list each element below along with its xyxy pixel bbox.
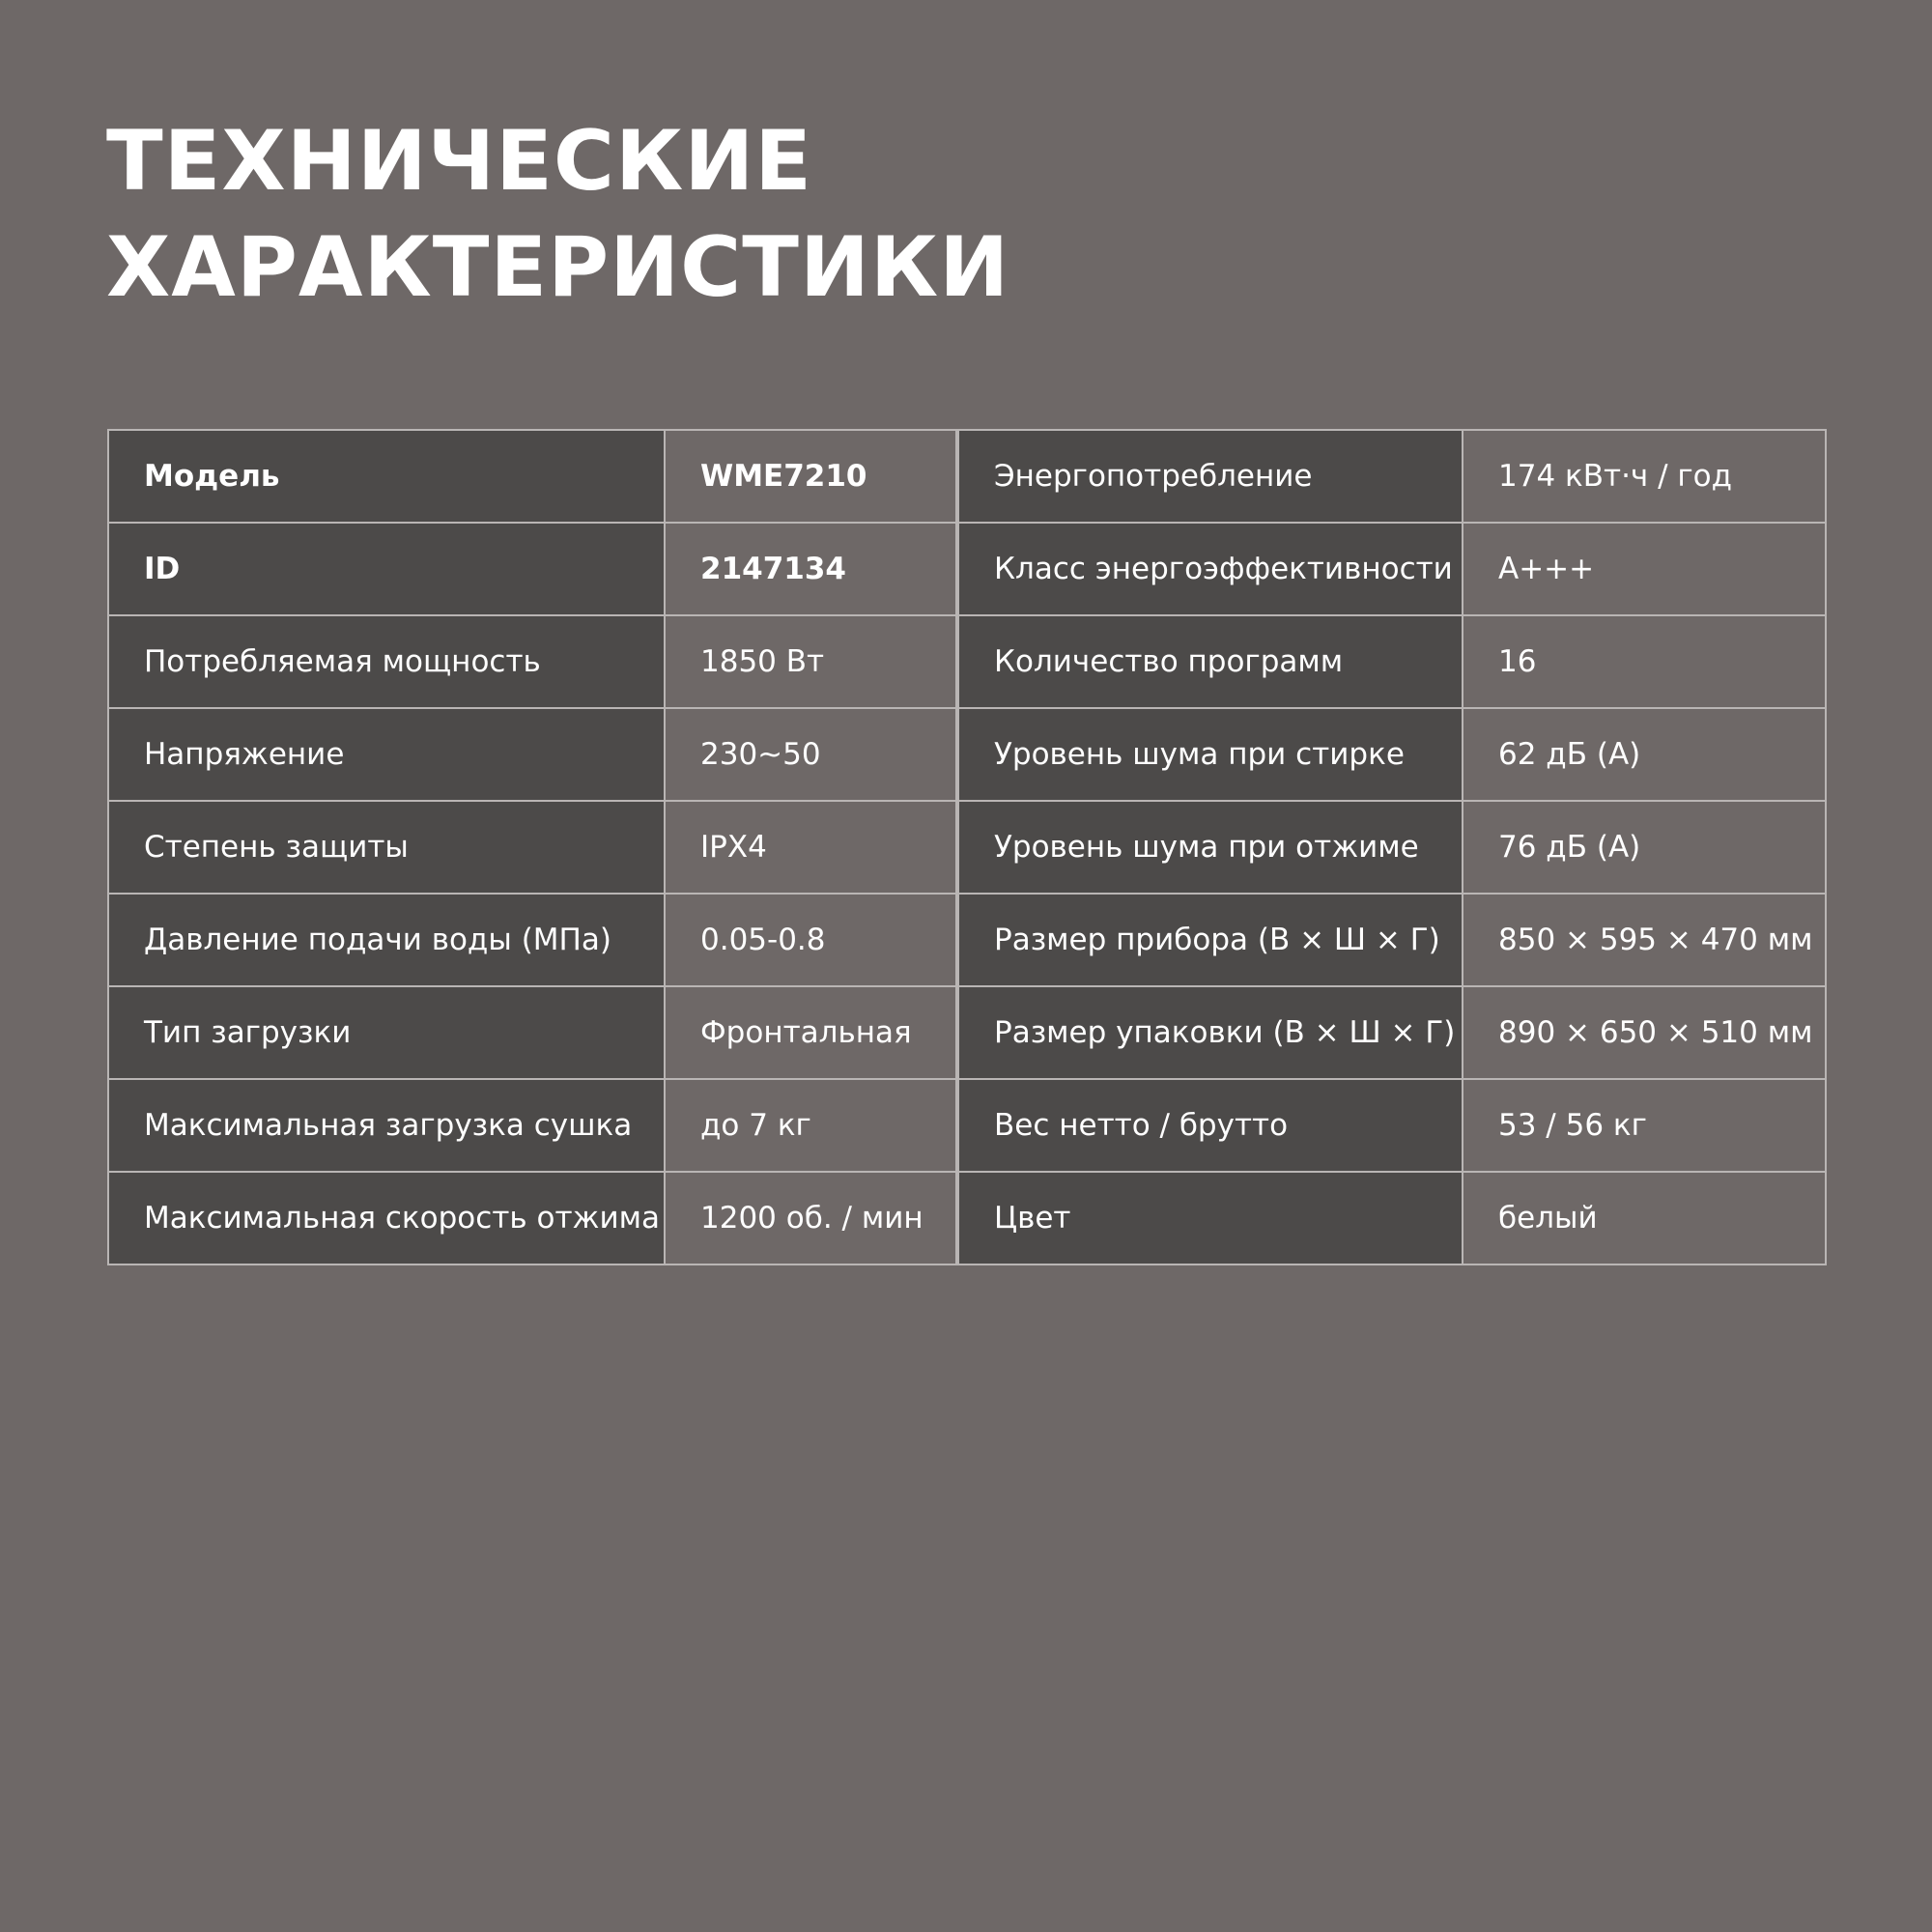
spec-value: Фронтальная (665, 986, 956, 1079)
spec-value: А+++ (1463, 523, 1826, 615)
spec-row (108, 894, 956, 986)
spec-value: 0.05-0.8 (665, 894, 956, 986)
spec-row (958, 523, 1826, 615)
spec-value: 16 (1463, 615, 1826, 708)
spec-row (958, 708, 1826, 801)
title-line-2: ХАРАКТЕРИСТИКИ (106, 219, 1010, 316)
spec-value: 62 дБ (А) (1463, 708, 1826, 801)
spec-label: Вес нетто / брутто (958, 1079, 1463, 1172)
spec-value: 1850 Вт (665, 615, 956, 708)
page-title (106, 108, 1009, 321)
spec-value: белый (1463, 1172, 1826, 1264)
spec-row (958, 430, 1826, 523)
spec-row (108, 986, 956, 1079)
spec-label: Класс энергоэффективности (958, 523, 1463, 615)
spec-row (958, 894, 1826, 986)
spec-row (108, 1172, 956, 1264)
spec-label: Максимальная загрузка сушка (108, 1079, 665, 1172)
spec-label: Уровень шума при отжиме (958, 801, 1463, 894)
spec-value: WME7210 (665, 430, 956, 523)
spec-label: Размер упаковки (В × Ш × Г) (958, 986, 1463, 1079)
spec-value: до 7 кг (665, 1079, 956, 1172)
spec-label: Размер прибора (В × Ш × Г) (958, 894, 1463, 986)
specs-table-right (957, 429, 1827, 1265)
spec-value: 2147134 (665, 523, 956, 615)
spec-label: Уровень шума при стирке (958, 708, 1463, 801)
spec-value: 1200 об. / мин (665, 1172, 956, 1264)
spec-row (108, 430, 956, 523)
spec-row (958, 801, 1826, 894)
spec-label: Максимальная скорость отжима (108, 1172, 665, 1264)
spec-value: 850 × 595 × 470 мм (1463, 894, 1826, 986)
title-line-1: ТЕХНИЧЕСКИЕ (106, 113, 813, 210)
spec-label: Напряжение (108, 708, 665, 801)
spec-value: 53 / 56 кг (1463, 1079, 1826, 1172)
spec-label: Модель (108, 430, 665, 523)
spec-value: IPX4 (665, 801, 956, 894)
spec-row (108, 523, 956, 615)
spec-value: 890 × 650 × 510 мм (1463, 986, 1826, 1079)
spec-value: 230~50 (665, 708, 956, 801)
spec-value: 76 дБ (А) (1463, 801, 1826, 894)
spec-row (108, 615, 956, 708)
spec-label: Количество программ (958, 615, 1463, 708)
spec-row (958, 615, 1826, 708)
spec-row (108, 708, 956, 801)
spec-row (108, 801, 956, 894)
spec-row (958, 1079, 1826, 1172)
spec-label: ID (108, 523, 665, 615)
spec-label: Тип загрузки (108, 986, 665, 1079)
spec-row (108, 1079, 956, 1172)
spec-label: Энергопотребление (958, 430, 1463, 523)
specs-table-left (107, 429, 957, 1265)
spec-row (958, 986, 1826, 1079)
spec-label: Степень защиты (108, 801, 665, 894)
spec-label: Цвет (958, 1172, 1463, 1264)
spec-label: Давление подачи воды (МПа) (108, 894, 665, 986)
spec-value: 174 кВт·ч / год (1463, 430, 1826, 523)
spec-row (958, 1172, 1826, 1264)
spec-label: Потребляемая мощность (108, 615, 665, 708)
